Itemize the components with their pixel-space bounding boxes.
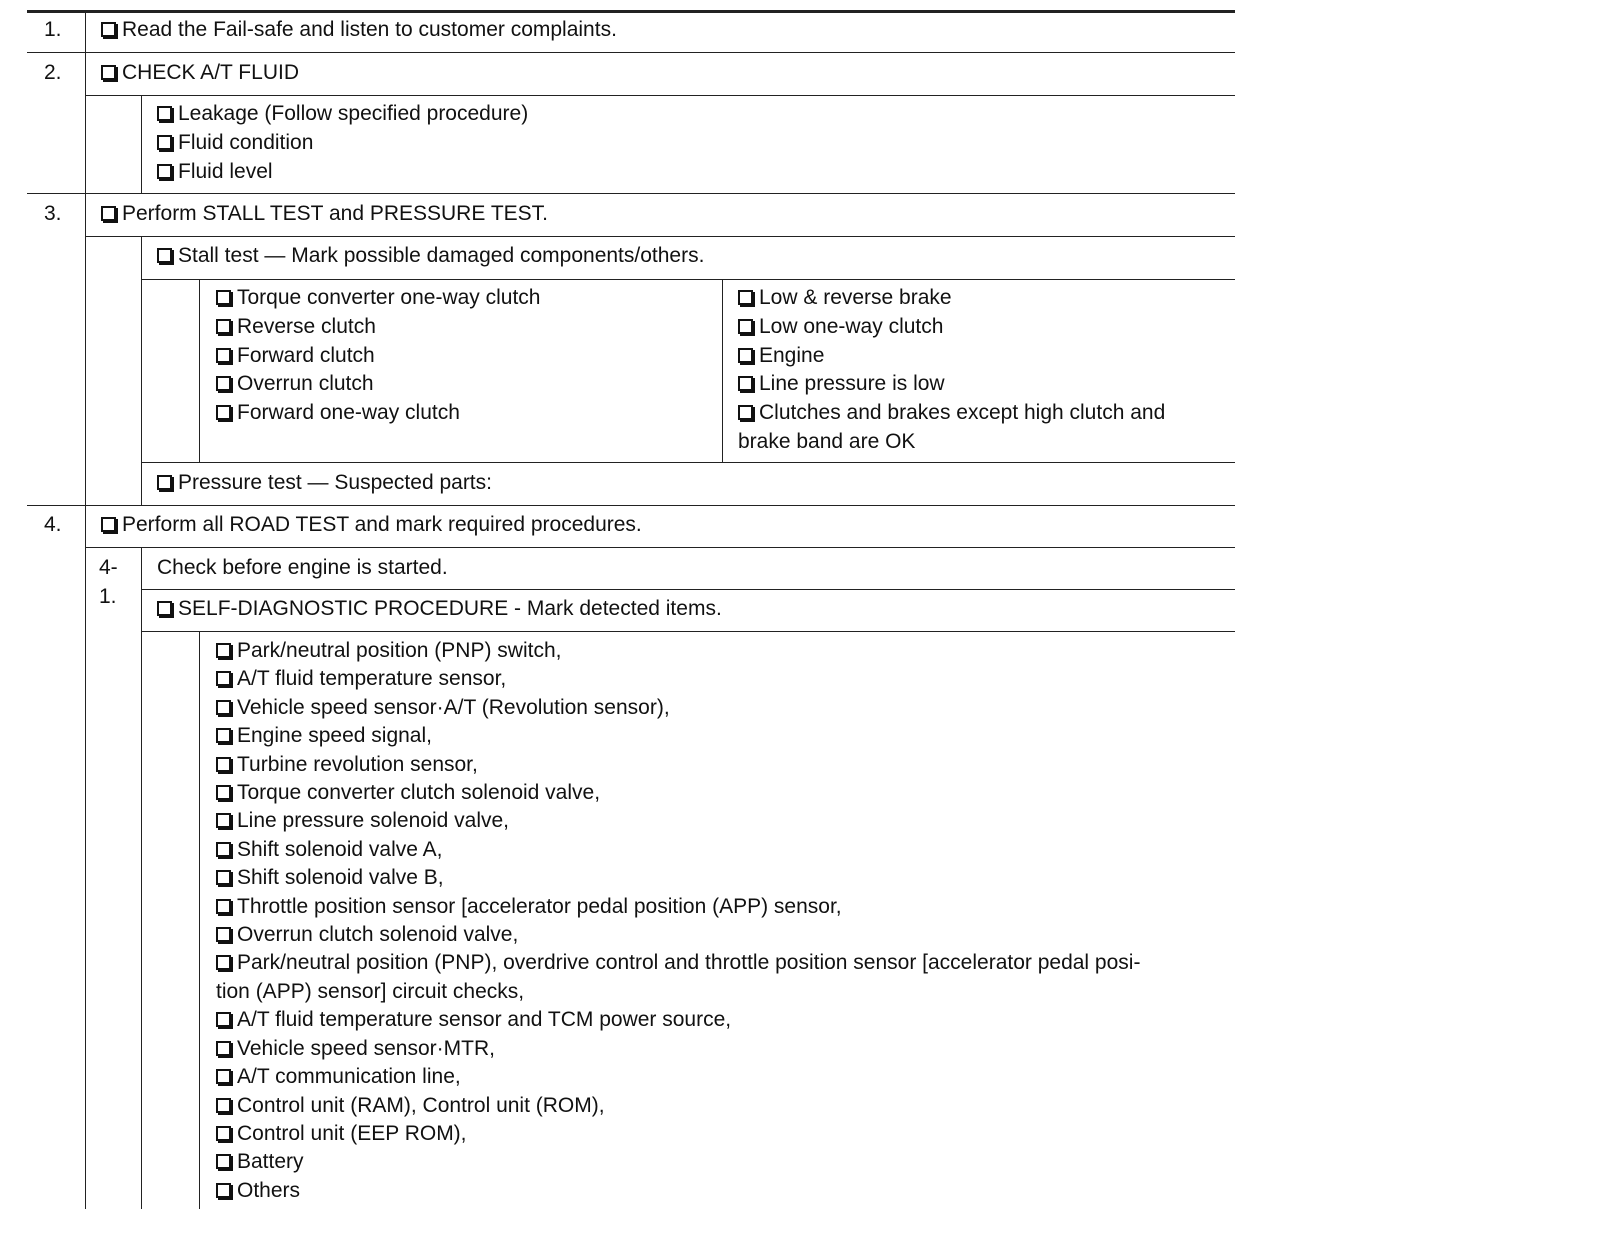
checkbox-icon[interactable] bbox=[157, 601, 172, 616]
list-item[interactable]: Low one-way clutch bbox=[738, 313, 1165, 342]
column-divider bbox=[722, 279, 723, 462]
checkbox-icon[interactable] bbox=[738, 290, 753, 305]
list-item[interactable]: Line pressure is low bbox=[738, 370, 1165, 399]
row-divider bbox=[27, 505, 1235, 506]
list-item[interactable]: Others bbox=[216, 1177, 1140, 1205]
stall-right-list bbox=[738, 284, 1165, 457]
checkbox-icon[interactable] bbox=[216, 405, 231, 420]
row-divider bbox=[85, 236, 1235, 237]
substep-number: 1. bbox=[99, 585, 117, 608]
column-divider bbox=[141, 547, 142, 1209]
row-divider bbox=[85, 95, 1235, 96]
step-number: 2. bbox=[44, 61, 62, 84]
checkbox-icon[interactable] bbox=[216, 376, 231, 391]
list-item[interactable]: Overrun clutch solenoid valve, bbox=[216, 921, 1140, 949]
checkbox-icon[interactable] bbox=[216, 813, 231, 828]
checkbox-icon[interactable] bbox=[216, 1183, 231, 1198]
column-divider bbox=[199, 631, 200, 1209]
checkbox-icon[interactable] bbox=[738, 348, 753, 363]
list-item[interactable]: Torque converter clutch solenoid valve, bbox=[216, 779, 1140, 807]
checkbox-icon[interactable] bbox=[738, 376, 753, 391]
checkbox-icon[interactable] bbox=[216, 899, 231, 914]
row-divider bbox=[141, 589, 1235, 590]
list-item[interactable]: Forward clutch bbox=[216, 342, 541, 371]
checkbox-icon[interactable] bbox=[216, 728, 231, 743]
checkbox-icon[interactable] bbox=[157, 248, 172, 263]
list-item[interactable]: Forward one-way clutch bbox=[216, 399, 541, 428]
list-item-continuation: brake band are OK bbox=[738, 429, 916, 453]
checkbox-icon[interactable] bbox=[216, 757, 231, 772]
list-item[interactable]: Fluid level bbox=[157, 158, 528, 187]
row-divider bbox=[141, 279, 1235, 280]
list-item[interactable]: Engine bbox=[738, 342, 1165, 371]
checkbox-icon[interactable] bbox=[216, 1069, 231, 1084]
checkbox-icon[interactable] bbox=[216, 870, 231, 885]
list-item[interactable]: Vehicle speed sensor·MTR, bbox=[216, 1035, 1140, 1063]
checkbox-icon[interactable] bbox=[216, 700, 231, 715]
checkbox-icon[interactable] bbox=[157, 164, 172, 179]
row-divider bbox=[27, 52, 1235, 53]
list-item[interactable]: Low & reverse brake bbox=[738, 284, 1165, 313]
list-item[interactable]: Vehicle speed sensor·A/T (Revolution sensor), bbox=[216, 694, 1140, 722]
list-item[interactable]: Leakage (Follow specified procedure) bbox=[157, 100, 528, 129]
checkbox-icon[interactable] bbox=[101, 22, 116, 37]
fluid-check-list bbox=[157, 100, 528, 186]
checkbox-icon[interactable] bbox=[216, 785, 231, 800]
step-3-item[interactable]: Perform STALL TEST and PRESSURE TEST. bbox=[101, 202, 548, 226]
step-4-item[interactable]: Perform all ROAD TEST and mark required procedures. bbox=[101, 513, 642, 537]
row-divider bbox=[141, 462, 1235, 463]
checkbox-icon[interactable] bbox=[157, 106, 172, 121]
checkbox-icon[interactable] bbox=[216, 643, 231, 658]
pressure-test-item[interactable]: Pressure test — Suspected parts: bbox=[157, 471, 492, 495]
column-divider bbox=[85, 10, 86, 1209]
list-item[interactable]: Engine speed signal, bbox=[216, 722, 1140, 750]
checkbox-icon[interactable] bbox=[216, 927, 231, 942]
checkbox-icon[interactable] bbox=[216, 1126, 231, 1141]
list-item[interactable]: Turbine revolution sensor, bbox=[216, 751, 1140, 779]
checkbox-icon[interactable] bbox=[216, 1154, 231, 1169]
checkbox-icon[interactable] bbox=[101, 517, 116, 532]
step-2-item[interactable]: CHECK A/T FLUID bbox=[101, 61, 299, 85]
checkbox-icon[interactable] bbox=[101, 206, 116, 221]
checkbox-icon[interactable] bbox=[216, 1012, 231, 1027]
list-item[interactable]: Control unit (RAM), Control unit (ROM), bbox=[216, 1092, 1140, 1120]
list-item[interactable]: Line pressure solenoid valve, bbox=[216, 807, 1140, 835]
list-item[interactable]: A/T communication line, bbox=[216, 1063, 1140, 1091]
checkbox-icon[interactable] bbox=[216, 955, 231, 970]
stall-test-item[interactable]: Stall test — Mark possible damaged components/others. bbox=[157, 244, 704, 268]
list-item[interactable]: Overrun clutch bbox=[216, 370, 541, 399]
self-diagnostic-list bbox=[216, 637, 1140, 1205]
list-item[interactable]: Shift solenoid valve A, bbox=[216, 836, 1140, 864]
list-item[interactable]: Torque converter one-way clutch bbox=[216, 284, 541, 313]
column-divider bbox=[141, 95, 142, 193]
checkbox-icon[interactable] bbox=[738, 319, 753, 334]
list-item[interactable]: Battery bbox=[216, 1148, 1140, 1176]
list-item[interactable]: A/T fluid temperature sensor, bbox=[216, 665, 1140, 693]
checkbox-icon[interactable] bbox=[216, 1041, 231, 1056]
list-item[interactable]: Fluid condition bbox=[157, 129, 528, 158]
checkbox-icon[interactable] bbox=[216, 1098, 231, 1113]
check-before-start-text: Check before engine is started. bbox=[157, 556, 448, 579]
step-1-item[interactable]: Read the Fail-safe and listen to customer complaints. bbox=[101, 18, 617, 42]
list-item[interactable]: Shift solenoid valve B, bbox=[216, 864, 1140, 892]
list-item[interactable]: Control unit (EEP ROM), bbox=[216, 1120, 1140, 1148]
checkbox-icon[interactable] bbox=[157, 135, 172, 150]
list-item[interactable]: Throttle position sensor [accelerator pedal position (APP) sensor, bbox=[216, 893, 1140, 921]
row-divider bbox=[141, 631, 1235, 632]
list-item-continuation: tion (APP) sensor] circuit checks, bbox=[216, 979, 525, 1003]
column-divider bbox=[141, 236, 142, 505]
table-top-border bbox=[27, 10, 1235, 13]
row-divider bbox=[85, 547, 1235, 548]
checkbox-icon[interactable] bbox=[216, 319, 231, 334]
checkbox-icon[interactable] bbox=[157, 475, 172, 490]
checkbox-icon[interactable] bbox=[216, 842, 231, 857]
list-item[interactable]: Clutches and brakes except high clutch and bbox=[738, 399, 1165, 428]
checkbox-icon[interactable] bbox=[101, 65, 116, 80]
stall-left-list bbox=[216, 284, 541, 428]
substep-number: 4- bbox=[99, 556, 118, 579]
step-number: 3. bbox=[44, 202, 62, 225]
list-item[interactable]: Park/neutral position (PNP), overdrive control and throttle position sensor [accelerator pedal posi- bbox=[216, 949, 1140, 977]
column-divider bbox=[199, 279, 200, 462]
checkbox-icon[interactable] bbox=[216, 671, 231, 686]
checkbox-icon[interactable] bbox=[216, 290, 231, 305]
self-diagnostic-item[interactable]: SELF-DIAGNOSTIC PROCEDURE - Mark detected items. bbox=[157, 597, 722, 621]
list-item[interactable]: Reverse clutch bbox=[216, 313, 541, 342]
row-divider bbox=[27, 193, 1235, 194]
step-number: 4. bbox=[44, 513, 62, 536]
list-item[interactable]: Park/neutral position (PNP) switch, bbox=[216, 637, 1140, 665]
checkbox-icon[interactable] bbox=[738, 405, 753, 420]
checkbox-icon[interactable] bbox=[216, 348, 231, 363]
list-item[interactable]: A/T fluid temperature sensor and TCM power source, bbox=[216, 1006, 1140, 1034]
step-number: 1. bbox=[44, 18, 62, 41]
